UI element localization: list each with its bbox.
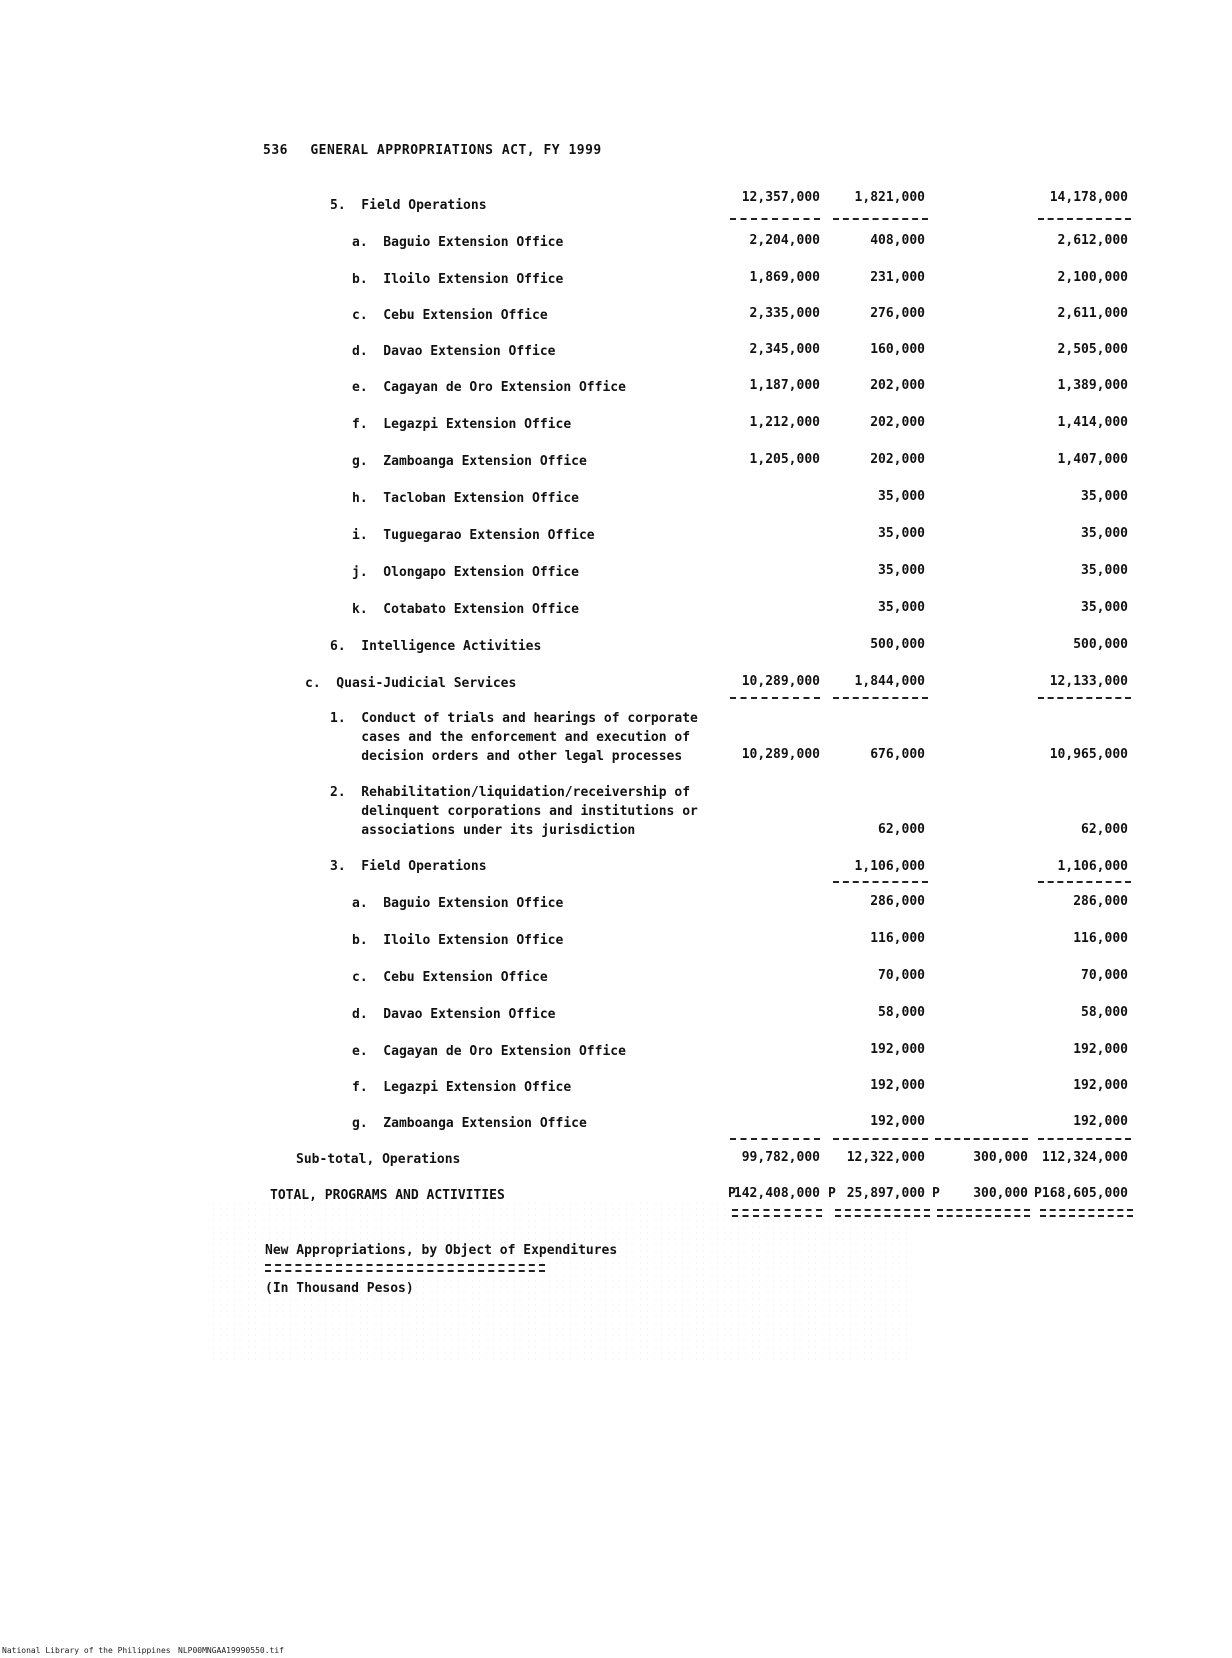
file-name: NLP00MNGAA19990550.tif	[178, 1646, 284, 1655]
peso-sign: P	[1034, 1186, 1042, 1201]
section-subtitle: (In Thousand Pesos)	[265, 1281, 414, 1296]
cell-col2: 12,322,000	[846, 1150, 925, 1165]
cell-col2: 676,000	[870, 747, 925, 762]
row-label: 1. Conduct of trials and hearings of corporate cases and the enforcement and execution of decision orders and other legal processes	[330, 711, 698, 764]
cell-col2: 35,000	[878, 600, 925, 615]
row-label: h. Tacloban Extension Office	[352, 491, 579, 506]
subtotal-rule	[1038, 1138, 1131, 1140]
total-double-rule	[1040, 1209, 1133, 1217]
cell-col1: 1,205,000	[749, 452, 820, 467]
cell-col3: 300,000	[973, 1186, 1028, 1201]
subtotal-rule	[833, 1138, 928, 1140]
peso-sign: P	[932, 1186, 940, 1201]
cell-col2: 192,000	[870, 1042, 925, 1057]
total-double-rule	[937, 1209, 1030, 1217]
row-label: b. Iloilo Extension Office	[352, 272, 564, 287]
cell-col4: 10,965,000	[1049, 747, 1128, 762]
row-label: c. Cebu Extension Office	[352, 308, 548, 323]
cell-col4: 168,605,000	[1041, 1186, 1128, 1201]
cell-col4: 35,000	[1081, 526, 1128, 541]
scan-noise	[210, 1200, 910, 1360]
peso-sign: P	[728, 1186, 736, 1201]
subtotal-rule	[833, 881, 928, 883]
row-label: 3. Field Operations	[330, 859, 487, 874]
cell-col2: 192,000	[870, 1078, 925, 1093]
cell-col4: 116,000	[1073, 931, 1128, 946]
cell-col1: 142,408,000	[733, 1186, 820, 1201]
cell-col2: 25,897,000	[846, 1186, 925, 1201]
row-label: f. Legazpi Extension Office	[352, 417, 572, 432]
cell-col2: 1,106,000	[854, 859, 925, 874]
row-label: 2. Rehabilitation/liquidation/receivership of delinquent corporations and institutions or associations under its jurisdiction	[330, 785, 698, 838]
row-label: g. Zamboanga Extension Office	[352, 1116, 587, 1131]
cell-col4: 500,000	[1073, 637, 1128, 652]
cell-col2: 408,000	[870, 233, 925, 248]
row-label: c. Quasi-Judicial Services	[305, 676, 517, 691]
row-label: g. Zamboanga Extension Office	[352, 454, 587, 469]
subtotal-rule	[730, 1138, 820, 1140]
cell-col4: 112,324,000	[1041, 1150, 1128, 1165]
row-label: 6. Intelligence Activities	[330, 639, 542, 654]
row-label: d. Davao Extension Office	[352, 1007, 556, 1022]
cell-col2: 500,000	[870, 637, 925, 652]
cell-col4: 192,000	[1073, 1078, 1128, 1093]
subtotal-rule	[833, 218, 928, 220]
cell-col1: 10,289,000	[741, 674, 820, 689]
cell-col4: 70,000	[1081, 968, 1128, 983]
row-label: 5. Field Operations	[330, 198, 487, 213]
peso-sign: P	[828, 1186, 836, 1201]
subtotal-rule	[935, 1138, 1028, 1140]
cell-col4: 12,133,000	[1049, 674, 1128, 689]
cell-col4: 286,000	[1073, 894, 1128, 909]
section-double-rule	[265, 1264, 545, 1272]
cell-col2: 276,000	[870, 306, 925, 321]
subtotal-rule	[833, 697, 928, 699]
cell-col1: 10,289,000	[741, 747, 820, 762]
cell-col2: 35,000	[878, 526, 925, 541]
cell-col2: 202,000	[870, 415, 925, 430]
cell-col1: 2,335,000	[749, 306, 820, 321]
total-double-rule	[732, 1209, 822, 1217]
row-label: d. Davao Extension Office	[352, 344, 556, 359]
cell-col2: 35,000	[878, 563, 925, 578]
row-label: i. Tuguegarao Extension Office	[352, 528, 595, 543]
section-title: New Appropriations, by Object of Expenditures	[265, 1243, 618, 1258]
total-double-rule	[835, 1209, 930, 1217]
cell-col4: 1,389,000	[1057, 378, 1128, 393]
row-label: TOTAL, PROGRAMS AND ACTIVITIES	[270, 1188, 505, 1203]
row-label: b. Iloilo Extension Office	[352, 933, 564, 948]
cell-col3: 300,000	[973, 1150, 1028, 1165]
subtotal-rule	[1038, 218, 1131, 220]
cell-col2: 1,821,000	[854, 190, 925, 205]
cell-col1: 2,204,000	[749, 233, 820, 248]
page-header	[263, 143, 602, 158]
row-label: Sub-total, Operations	[296, 1152, 461, 1167]
cell-col2: 58,000	[878, 1005, 925, 1020]
cell-col1: 99,782,000	[741, 1150, 820, 1165]
cell-col4: 192,000	[1073, 1042, 1128, 1057]
cell-col4: 35,000	[1081, 489, 1128, 504]
cell-col2: 70,000	[878, 968, 925, 983]
row-label: j. Olongapo Extension Office	[352, 565, 579, 580]
cell-col4: 35,000	[1081, 563, 1128, 578]
cell-col1: 12,357,000	[741, 190, 820, 205]
cell-col2: 160,000	[870, 342, 925, 357]
cell-col2: 231,000	[870, 270, 925, 285]
cell-col2: 116,000	[870, 931, 925, 946]
page-number: 536	[263, 143, 288, 158]
library-credit: National Library of the Philippines	[2, 1646, 171, 1655]
cell-col1: 1,187,000	[749, 378, 820, 393]
cell-col4: 2,505,000	[1057, 342, 1128, 357]
subtotal-rule	[1038, 881, 1131, 883]
cell-col1: 1,212,000	[749, 415, 820, 430]
cell-col4: 62,000	[1081, 822, 1128, 837]
cell-col4: 2,100,000	[1057, 270, 1128, 285]
cell-col2: 202,000	[870, 378, 925, 393]
page-title: GENERAL APPROPRIATIONS ACT, FY 1999	[310, 143, 602, 158]
cell-col4: 2,612,000	[1057, 233, 1128, 248]
cell-col4: 58,000	[1081, 1005, 1128, 1020]
row-label: a. Baguio Extension Office	[352, 235, 564, 250]
cell-col4: 35,000	[1081, 600, 1128, 615]
cell-col1: 1,869,000	[749, 270, 820, 285]
cell-col4: 1,407,000	[1057, 452, 1128, 467]
cell-col2: 1,844,000	[854, 674, 925, 689]
cell-col2: 286,000	[870, 894, 925, 909]
row-label: e. Cagayan de Oro Extension Office	[352, 380, 626, 395]
row-label: c. Cebu Extension Office	[352, 970, 548, 985]
cell-col4: 1,414,000	[1057, 415, 1128, 430]
cell-col2: 192,000	[870, 1114, 925, 1129]
cell-col4: 1,106,000	[1057, 859, 1128, 874]
row-label: f. Legazpi Extension Office	[352, 1080, 572, 1095]
subtotal-rule	[730, 218, 820, 220]
subtotal-rule	[730, 697, 820, 699]
cell-col4: 192,000	[1073, 1114, 1128, 1129]
cell-col2: 62,000	[878, 822, 925, 837]
cell-col4: 2,611,000	[1057, 306, 1128, 321]
cell-col1: 2,345,000	[749, 342, 820, 357]
cell-col4: 14,178,000	[1049, 190, 1128, 205]
row-label: e. Cagayan de Oro Extension Office	[352, 1044, 626, 1059]
cell-col2: 35,000	[878, 489, 925, 504]
row-label: k. Cotabato Extension Office	[352, 602, 579, 617]
subtotal-rule	[1038, 697, 1131, 699]
cell-col2: 202,000	[870, 452, 925, 467]
row-label: a. Baguio Extension Office	[352, 896, 564, 911]
